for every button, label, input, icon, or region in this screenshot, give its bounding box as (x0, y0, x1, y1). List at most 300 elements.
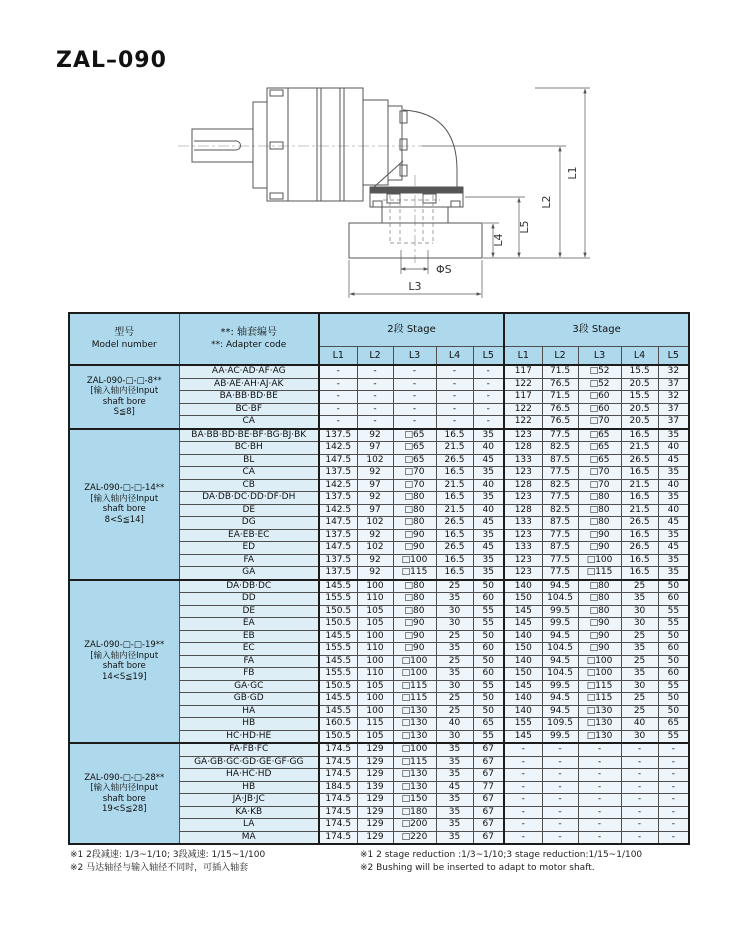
dim-value-cell: - (473, 378, 504, 391)
dim-value-cell: □80 (578, 492, 621, 505)
dim-header: L3 (578, 346, 621, 365)
dim-value-cell: 105 (357, 680, 393, 693)
dim-value-cell: □80 (578, 504, 621, 517)
table-header (69, 313, 689, 365)
dim-value-cell: 26.5 (436, 454, 473, 467)
dim-value-cell: □180 (393, 806, 436, 819)
dim-value-cell: 26.5 (436, 517, 473, 530)
dim-value-cell: □220 (393, 831, 436, 844)
adapter-code-cell: DA·DB·DC (179, 580, 319, 593)
dim-value-cell: 92 (357, 467, 393, 480)
adapter-code-cell: AB·AE·AH·AJ·AK (179, 378, 319, 391)
dim-value-cell: □100 (393, 655, 436, 668)
dim-value-cell: 50 (658, 693, 689, 706)
dim-value-cell: - (578, 781, 621, 794)
dim-value-cell: 67 (473, 743, 504, 756)
dim-value-cell: - (504, 831, 542, 844)
dim-value-cell: 77.5 (542, 567, 578, 580)
dim-value-cell: 67 (473, 831, 504, 844)
dim-value-cell: □65 (393, 429, 436, 442)
dim-value-cell: 30 (436, 605, 473, 618)
dim-value-cell: 145.5 (319, 693, 357, 706)
dim-value-cell: 20.5 (621, 403, 658, 416)
dim-value-cell: 140 (504, 630, 542, 643)
dim-label-l5: L5 (518, 220, 531, 234)
dim-value-cell: 129 (357, 756, 393, 769)
dim-value-cell: 129 (357, 806, 393, 819)
dim-value-cell: 92 (357, 567, 393, 580)
dim-value-cell: - (357, 365, 393, 378)
dim-value-cell: 129 (357, 769, 393, 782)
dim-value-cell: □100 (578, 655, 621, 668)
dim-value-cell: 50 (658, 580, 689, 593)
header-adapter-en: **: Adapter code (211, 340, 287, 350)
dim-value-cell: □80 (578, 605, 621, 618)
dim-value-cell: 35 (658, 567, 689, 580)
dimension-table (68, 312, 690, 845)
shaft-keyway (194, 141, 241, 150)
dim-value-cell: 155.5 (319, 593, 357, 606)
dim-value-cell: 45 (436, 781, 473, 794)
dim-value-cell: - (436, 391, 473, 404)
dim-header: L5 (473, 346, 504, 365)
dim-value-cell: 50 (473, 705, 504, 718)
dim-value-cell: □115 (578, 693, 621, 706)
dim-value-cell: 137.5 (319, 467, 357, 480)
dim-value-cell: 109.5 (542, 718, 578, 731)
dim-value-cell: 16.5 (621, 554, 658, 567)
dim-value-cell: □90 (578, 529, 621, 542)
dim-value-cell: - (542, 769, 578, 782)
dim-value-cell: 25 (621, 693, 658, 706)
dim-value-cell: 150.5 (319, 618, 357, 631)
dim-value-cell: □80 (393, 605, 436, 618)
dim-value-cell: 35 (658, 492, 689, 505)
dim-value-cell: - (578, 769, 621, 782)
dim-value-cell: 142.5 (319, 442, 357, 455)
dim-value-cell: 102 (357, 454, 393, 467)
dim-value-cell: □150 (393, 794, 436, 807)
dim-value-cell: 97 (357, 504, 393, 517)
dim-value-cell: 94.5 (542, 655, 578, 668)
dim-value-cell: 150 (504, 593, 542, 606)
dim-value-cell: 137.5 (319, 554, 357, 567)
dim-value-cell: 128 (504, 442, 542, 455)
dim-value-cell: - (542, 743, 578, 756)
dim-value-cell: - (658, 769, 689, 782)
table-row (69, 429, 689, 442)
dim-value-cell: - (658, 794, 689, 807)
adapter-code-cell: FA (179, 554, 319, 567)
dim-value-cell: - (393, 416, 436, 429)
dim-value-cell: 30 (621, 680, 658, 693)
model-group-cell: ZAL-090-□-□-19** [输入轴内径Input shaft bore 14<S≦19] (69, 580, 179, 744)
dim-value-cell: □70 (578, 416, 621, 429)
dim-value-cell: 16.5 (621, 467, 658, 480)
dim-value-cell: 26.5 (621, 542, 658, 555)
dim-value-cell: 67 (473, 819, 504, 832)
dim-value-cell: - (621, 756, 658, 769)
dim-value-cell: 140 (504, 655, 542, 668)
adapter-code-cell: AA·AC·AD·AF·AG (179, 365, 319, 378)
dim-value-cell: 92 (357, 554, 393, 567)
dim-value-cell: 145 (504, 730, 542, 743)
dim-value-cell: 45 (658, 517, 689, 530)
input-adapter (363, 100, 388, 185)
dim-value-cell: 35 (436, 743, 473, 756)
dim-value-cell: - (319, 365, 357, 378)
dim-value-cell: 25 (436, 630, 473, 643)
dim-value-cell: 35 (658, 429, 689, 442)
dim-value-cell: □115 (393, 567, 436, 580)
dim-value-cell: - (436, 416, 473, 429)
dim-value-cell: - (436, 378, 473, 391)
dim-value-cell: 35 (658, 529, 689, 542)
dim-value-cell: 71.5 (542, 365, 578, 378)
dim-value-cell: 150 (504, 643, 542, 656)
dim-value-cell: - (319, 403, 357, 416)
dim-value-cell: - (504, 806, 542, 819)
dim-value-cell: □70 (393, 467, 436, 480)
dim-value-cell: 94.5 (542, 693, 578, 706)
model-group-cell: ZAL-090-□-□-14** [输入轴内径Input shaft bore 8<S≦14] (69, 429, 179, 580)
dim-value-cell: □90 (393, 630, 436, 643)
dim-value-cell: 105 (357, 605, 393, 618)
dim-value-cell: 16.5 (436, 429, 473, 442)
dim-value-cell: 137.5 (319, 492, 357, 505)
dim-value-cell: 142.5 (319, 504, 357, 517)
dim-value-cell: 35 (436, 769, 473, 782)
dim-value-cell: 25 (436, 693, 473, 706)
dim-value-cell: 150.5 (319, 730, 357, 743)
dim-value-cell: 174.5 (319, 743, 357, 756)
dim-value-cell: - (473, 391, 504, 404)
dim-value-cell: 45 (473, 517, 504, 530)
dim-value-cell: - (357, 403, 393, 416)
dim-value-cell: 100 (357, 693, 393, 706)
dim-value-cell: 145.5 (319, 655, 357, 668)
dim-value-cell: □52 (578, 378, 621, 391)
dim-value-cell: 67 (473, 769, 504, 782)
dim-value-cell: 184.5 (319, 781, 357, 794)
dim-value-cell: 123 (504, 554, 542, 567)
adapter-code-cell: MA (179, 831, 319, 844)
dim-value-cell: □130 (578, 705, 621, 718)
adapter-code-cell: GB·GD (179, 693, 319, 706)
dim-value-cell: 26.5 (621, 517, 658, 530)
dim-value-cell: □100 (578, 668, 621, 681)
dim-value-cell: 40 (658, 442, 689, 455)
adapter-code-cell: DA·DB·DC·DD·DF·DH (179, 492, 319, 505)
adapter-code-cell: HB (179, 781, 319, 794)
dim-value-cell: - (578, 819, 621, 832)
dim-value-cell: 104.5 (542, 668, 578, 681)
dim-value-cell: 25 (436, 580, 473, 593)
dim-header: L4 (436, 346, 473, 365)
dim-value-cell: 16.5 (621, 529, 658, 542)
footnotes-en (360, 849, 642, 875)
header-model-en: Model number (91, 340, 157, 350)
dim-value-cell: 94.5 (542, 630, 578, 643)
dim-value-cell: 30 (621, 605, 658, 618)
dim-value-cell: □90 (393, 529, 436, 542)
dim-value-cell: 40 (473, 479, 504, 492)
dim-value-cell: 174.5 (319, 831, 357, 844)
dim-value-cell: 77.5 (542, 429, 578, 442)
dim-value-cell: 174.5 (319, 756, 357, 769)
table-row (69, 365, 689, 378)
dim-value-cell: 104.5 (542, 643, 578, 656)
dim-value-cell: 25 (436, 705, 473, 718)
footnote-en-1: ※1 2 stage reduction :1/3~1/10;3 stage reduction:1/15~1/100 (360, 850, 643, 860)
dim-value-cell: 87.5 (542, 454, 578, 467)
dim-value-cell: 145 (504, 605, 542, 618)
dim-value-cell: 129 (357, 794, 393, 807)
dim-value-cell: 87.5 (542, 542, 578, 555)
dim-value-cell: 50 (658, 630, 689, 643)
header-model-cn: 型号 (114, 327, 135, 338)
dim-value-cell: 60 (658, 668, 689, 681)
dim-value-cell: 155.5 (319, 643, 357, 656)
dim-value-cell: 35 (621, 593, 658, 606)
dim-value-cell: □90 (578, 630, 621, 643)
dim-value-cell: 32 (658, 391, 689, 404)
gearbox-outline (192, 88, 482, 258)
dim-value-cell: - (621, 743, 658, 756)
adapter-code-cell: BA·BB·BD·BE (179, 391, 319, 404)
dim-value-cell: 55 (473, 730, 504, 743)
dim-value-cell: 140 (504, 580, 542, 593)
dim-value-cell: □65 (578, 429, 621, 442)
dim-value-cell: 97 (357, 442, 393, 455)
adapter-code-cell: DD (179, 593, 319, 606)
dim-value-cell: 37 (658, 416, 689, 429)
dim-value-cell: 145.5 (319, 630, 357, 643)
dim-value-cell: □100 (393, 554, 436, 567)
dim-value-cell: 35 (621, 668, 658, 681)
dim-value-cell: 55 (658, 618, 689, 631)
dim-value-cell: - (658, 781, 689, 794)
dim-value-cell: 35 (473, 467, 504, 480)
dim-value-cell: 65 (658, 718, 689, 731)
footnotes-cn (70, 849, 265, 875)
dim-value-cell: - (542, 781, 578, 794)
dim-value-cell: 40 (658, 479, 689, 492)
dim-value-cell: 139 (357, 781, 393, 794)
dim-value-cell: 133 (504, 542, 542, 555)
dim-value-cell: □65 (578, 454, 621, 467)
dim-value-cell: 26.5 (436, 542, 473, 555)
dim-value-cell: 82.5 (542, 479, 578, 492)
dim-value-cell: 174.5 (319, 819, 357, 832)
dim-value-cell: - (436, 403, 473, 416)
dim-header: L2 (542, 346, 578, 365)
dim-value-cell: - (578, 756, 621, 769)
dim-value-cell: 129 (357, 743, 393, 756)
dim-value-cell: 128 (504, 504, 542, 517)
dim-value-cell: 45 (473, 542, 504, 555)
dim-value-cell: 155 (504, 718, 542, 731)
dim-header: L3 (393, 346, 436, 365)
dim-value-cell: 117 (504, 391, 542, 404)
dim-value-cell: 30 (436, 618, 473, 631)
adapter-code-cell: JA·JB·JC (179, 794, 319, 807)
dim-value-cell: 155.5 (319, 668, 357, 681)
dim-value-cell: 147.5 (319, 517, 357, 530)
dim-value-cell: 35 (473, 554, 504, 567)
dim-value-cell: □115 (578, 567, 621, 580)
dim-value-cell: - (658, 819, 689, 832)
dim-value-cell: 40 (473, 442, 504, 455)
dim-header: L2 (357, 346, 393, 365)
dim-value-cell: 55 (473, 618, 504, 631)
dim-value-cell: - (504, 756, 542, 769)
dim-value-cell: 133 (504, 454, 542, 467)
model-group-cell: ZAL-090-□-□-8** [输入轴内径Input shaft bore S≦8] (69, 365, 179, 429)
dim-value-cell: - (504, 819, 542, 832)
dim-value-cell: □100 (393, 743, 436, 756)
dim-value-cell: □90 (578, 643, 621, 656)
dim-value-cell: - (504, 794, 542, 807)
dim-value-cell: 129 (357, 831, 393, 844)
dim-value-cell: 99.5 (542, 605, 578, 618)
dim-value-cell: 55 (658, 605, 689, 618)
dim-value-cell: 25 (621, 580, 658, 593)
adapter-code-cell: HA (179, 705, 319, 718)
dim-value-cell: □80 (393, 517, 436, 530)
dim-value-cell: 60 (473, 668, 504, 681)
dim-value-cell: □65 (578, 442, 621, 455)
dim-value-cell: 140 (504, 705, 542, 718)
dim-value-cell: 40 (473, 504, 504, 517)
adapter-code-cell: HC·HD·HE (179, 730, 319, 743)
dim-value-cell: 21.5 (436, 442, 473, 455)
dim-value-cell: 16.5 (436, 567, 473, 580)
dim-value-cell: 150 (504, 668, 542, 681)
dim-value-cell: □100 (578, 554, 621, 567)
dim-value-cell: 55 (473, 680, 504, 693)
dim-value-cell: 30 (436, 730, 473, 743)
dim-value-cell: 137.5 (319, 529, 357, 542)
dim-header: L1 (319, 346, 357, 365)
dim-value-cell: 147.5 (319, 542, 357, 555)
dim-value-cell: □115 (578, 680, 621, 693)
page-title: ZAL–090 (56, 48, 167, 73)
dim-value-cell: 25 (621, 705, 658, 718)
dim-value-cell: 50 (473, 580, 504, 593)
dim-value-cell: □130 (578, 718, 621, 731)
dim-value-cell: 115 (357, 718, 393, 731)
dim-value-cell: 71.5 (542, 391, 578, 404)
dim-value-cell: 122 (504, 403, 542, 416)
dim-value-cell: - (621, 769, 658, 782)
dim-value-cell: 55 (658, 730, 689, 743)
dim-value-cell: □200 (393, 819, 436, 832)
dim-value-cell: 145 (504, 618, 542, 631)
dim-value-cell: 35 (473, 492, 504, 505)
dim-value-cell: 15.5 (621, 391, 658, 404)
dim-value-cell: 123 (504, 492, 542, 505)
dim-value-cell: - (658, 806, 689, 819)
dim-value-cell: - (578, 743, 621, 756)
dim-value-cell: 122 (504, 416, 542, 429)
dim-value-cell: 77.5 (542, 492, 578, 505)
dim-value-cell: - (578, 806, 621, 819)
dim-value-cell: 35 (436, 819, 473, 832)
dim-value-cell: 82.5 (542, 442, 578, 455)
dim-value-cell: □80 (578, 593, 621, 606)
dim-value-cell: □130 (393, 705, 436, 718)
dim-value-cell: 60 (658, 593, 689, 606)
dim-value-cell: 35 (436, 668, 473, 681)
adapter-code-cell: BC·BH (179, 442, 319, 455)
table-row (69, 743, 689, 756)
dim-value-cell: 76.5 (542, 378, 578, 391)
dim-value-cell: 82.5 (542, 504, 578, 517)
dim-value-cell: 97 (357, 479, 393, 492)
dim-label-l2: L2 (540, 195, 553, 209)
adapter-code-cell: LA (179, 819, 319, 832)
adapter-code-cell: BC·BF (179, 403, 319, 416)
adapter-code-cell: EA (179, 618, 319, 631)
dim-value-cell: 99.5 (542, 618, 578, 631)
dim-value-cell: 16.5 (436, 554, 473, 567)
dim-value-cell: 35 (436, 756, 473, 769)
dim-value-cell: □90 (393, 542, 436, 555)
dim-value-cell: - (621, 806, 658, 819)
adapter-code-cell: FB (179, 668, 319, 681)
dim-value-cell: - (319, 378, 357, 391)
dim-value-cell: 20.5 (621, 416, 658, 429)
dim-value-cell: 140 (504, 693, 542, 706)
dim-value-cell: 21.5 (436, 479, 473, 492)
dim-value-cell: 65 (473, 718, 504, 731)
adapter-code-cell: CA (179, 467, 319, 480)
model-group-cell: ZAL-090-□-□-28** [输入轴内径Input shaft bore 19<S≦28] (69, 743, 179, 844)
dim-value-cell: 50 (473, 630, 504, 643)
dim-value-cell: 16.5 (621, 492, 658, 505)
dim-value-cell: 60 (658, 643, 689, 656)
dim-value-cell: 105 (357, 730, 393, 743)
dim-value-cell: 150.5 (319, 605, 357, 618)
dim-value-cell: 174.5 (319, 769, 357, 782)
dim-value-cell: 92 (357, 429, 393, 442)
dim-value-cell: 76.5 (542, 416, 578, 429)
output-shaft (192, 129, 253, 162)
dim-value-cell: 99.5 (542, 730, 578, 743)
dim-value-cell: □80 (393, 593, 436, 606)
dim-value-cell: - (357, 416, 393, 429)
dim-value-cell: 35 (436, 643, 473, 656)
dim-value-cell: 30 (621, 730, 658, 743)
adapter-code-cell: DE (179, 605, 319, 618)
dim-value-cell: 16.5 (621, 429, 658, 442)
dim-label-l1: L1 (566, 166, 579, 180)
dim-value-cell: 35 (658, 467, 689, 480)
dim-value-cell: 145.5 (319, 580, 357, 593)
dim-value-cell: 147.5 (319, 454, 357, 467)
dim-value-cell: 100 (357, 580, 393, 593)
dim-value-cell: - (319, 416, 357, 429)
dim-value-cell: □70 (393, 479, 436, 492)
dim-value-cell: - (542, 794, 578, 807)
dim-value-cell: 92 (357, 492, 393, 505)
adapter-code-cell: FA (179, 655, 319, 668)
adapter-code-cell: CA (179, 416, 319, 429)
dim-value-cell: 35 (436, 794, 473, 807)
adapter-code-cell: CB (179, 479, 319, 492)
dim-value-cell: 137.5 (319, 429, 357, 442)
